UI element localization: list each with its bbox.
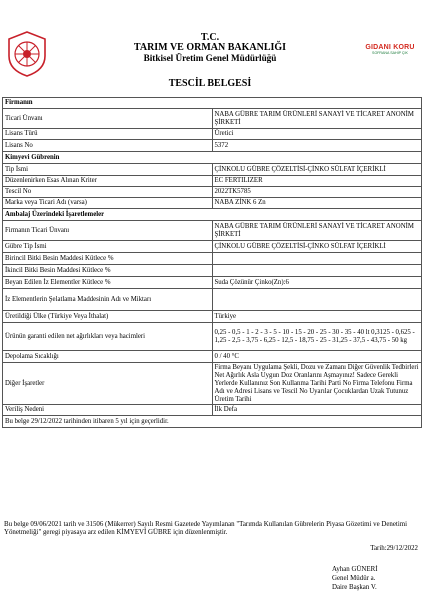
table-row: [3, 176, 422, 187]
field-value: İlk Defa: [212, 405, 422, 416]
field-value: Üretici: [212, 129, 422, 140]
document-title: TESCİL BELGESİ: [168, 78, 252, 89]
section-title-fertilizer: Kimyevi Gübrenin: [3, 152, 422, 164]
field-value: 0,25 - 0,5 - 1 - 2 - 3 - 5 - 10 - 15 - 20 - 25 - 30 - 35 - 40 lt 0,3125 - 0,625 - 1,25 - 2,5 - 3,75 - 6,25 - 12,5 - 18,75 - 25 - 31,25 - 37,5 - 43,75 - 50 kg: [212, 323, 422, 351]
field-label: Lisans Türü: [3, 129, 213, 140]
field-value: Türkiye: [212, 311, 422, 323]
table-row: [3, 265, 422, 277]
field-label: Tescil No: [3, 187, 213, 198]
field-value: ÇİNKOLU GÜBRE ÇÖZELTİSİ-ÇİNKO SÜLFAT İÇERİKLİ: [212, 164, 422, 176]
field-value: NABA GÜBRE TARIM ÜRÜNLERİ SANAYİ VE TİCARET ANONİM ŞİRKETİ: [212, 109, 422, 129]
field-label: İkincil Bitki Besin Maddesi Kütlece %: [3, 265, 213, 277]
field-value: NABA GÜBRE TARIM ÜRÜNLERİ SANAYİ VE TİCARET ANONİM ŞİRKETİ: [212, 221, 422, 241]
header-tc: T.C.: [200, 32, 220, 43]
table-row: [3, 253, 422, 265]
brand-logo: [360, 44, 420, 68]
table-row: [3, 129, 422, 140]
table-row: [3, 221, 422, 241]
field-value: Firma Beyanı Uygulama Şekli, Dozu ve Zamanı Diğer Güvenlik Tedbirleri Net Ağırlık Asla Uygun Doz Oranlarını Aşmayınız! Sadece Gerekli Yerlerde Kullanınız Son Kullanma Tarihi Parti No Firma Telefonu Firma Adı ve Adresi Lisans ve Tescil No Uyarılar Çocuklardan Uzak Tutunuz Üretim Tarihi: [212, 363, 422, 405]
validity-row: [3, 416, 422, 428]
field-value: EC FERTILIZER: [212, 176, 422, 187]
table-row: [3, 363, 422, 405]
table-row: [3, 289, 422, 311]
table-row: [3, 241, 422, 253]
field-label: Marka veya Ticari Adı (varsa): [3, 198, 213, 209]
field-label: İz Elementlerin Şelatlama Maddesinin Adı ve Miktarı: [3, 289, 213, 311]
signatory-title-2: Daire Başkan V.: [332, 584, 377, 591]
field-label: Gübre Tip İsmi: [3, 241, 213, 253]
field-label: Üretildiği Ülke (Türkiye Veya İthalat): [3, 311, 213, 323]
header-directorate: Bitkisel Üretim Genel Müdürlüğü: [143, 53, 277, 63]
section-title-firm: Firmanın: [3, 98, 422, 109]
field-value: 5372: [212, 140, 422, 152]
field-label: Birincil Bitki Besin Maddesi Kütlece %: [3, 253, 213, 265]
table-row: [3, 140, 422, 152]
field-value: ÇİNKOLU GÜBRE ÇÖZELTİSİ-ÇİNKO SÜLFAT İÇERİKLİ: [212, 241, 422, 253]
table-row: [3, 187, 422, 198]
field-value: 2022TK5785: [212, 187, 422, 198]
validity-text: Bu belge 29/12/2022 tarihinden itibaren 5 yıl için geçerlidir.: [3, 416, 422, 428]
header-ministry: TARIM VE ORMAN BAKANLIĞI: [133, 42, 287, 53]
field-value: NABA ZİNK 6 Zn: [212, 198, 422, 209]
field-label: Veriliş Nedeni: [3, 405, 213, 416]
field-label: Ticari Ünvanı: [3, 109, 213, 129]
table-row: [3, 311, 422, 323]
section-row-fertilizer: [3, 152, 422, 164]
field-label: Firmanın Ticari Ünvanı: [3, 221, 213, 241]
table-row: [3, 109, 422, 129]
table-row: [3, 405, 422, 416]
field-label: Tip İsmi: [3, 164, 213, 176]
ministry-emblem: [5, 30, 49, 78]
table-row: [3, 164, 422, 176]
section-row-firm: [3, 98, 422, 109]
table-row: [3, 198, 422, 209]
field-value: Suda Çözünür Çinko(Zn):6: [212, 277, 422, 289]
field-label: Diğer İşaretler: [3, 363, 213, 405]
field-value: 0 / 40 °C: [212, 351, 422, 363]
legal-note: Bu belge 09/06/2021 tarih ve 31506 (Mükerrer) Sayılı Resmi Gazetede Yayımlanan "Tarımda Kullanılan Gübrelerin Piyasa Gözetimi ve Denetimi Yönetmeliği" geregi piyasaya arz edilen KİMYEVİ GÜBRE için düzenlenmiştir.: [4, 521, 408, 537]
table-row: [3, 277, 422, 289]
registration-table: [2, 97, 422, 428]
field-label: Düzenlenirken Esas Alınan Kriter: [3, 176, 213, 187]
field-label: Depolama Sıcaklığı: [3, 351, 213, 363]
brand-tagline: SOFRANA SAHİP ÇIK: [372, 51, 408, 55]
signatory-title-1: Genel Müdür a.: [332, 575, 376, 582]
table-row: [3, 351, 422, 363]
signatory-name: Ayhan GÜNERİ: [332, 566, 378, 573]
field-label: Ürünün garanti edilen net ağırlıkları veya hacimleri: [3, 323, 213, 351]
section-row-packaging: [3, 209, 422, 221]
field-label: Beyan Edilen İz Elementler Kütlece %: [3, 277, 213, 289]
issue-date: Tarih:29/12/2022: [370, 545, 418, 552]
field-value: [212, 265, 422, 277]
table-row: [3, 323, 422, 351]
field-value: [212, 289, 422, 311]
field-label: Lisans No: [3, 140, 213, 152]
field-value: [212, 253, 422, 265]
section-title-packaging: Ambalaj Üzerindeki İşaretlemeler: [3, 209, 422, 221]
brand-name: GIDANI KORU: [365, 44, 415, 51]
